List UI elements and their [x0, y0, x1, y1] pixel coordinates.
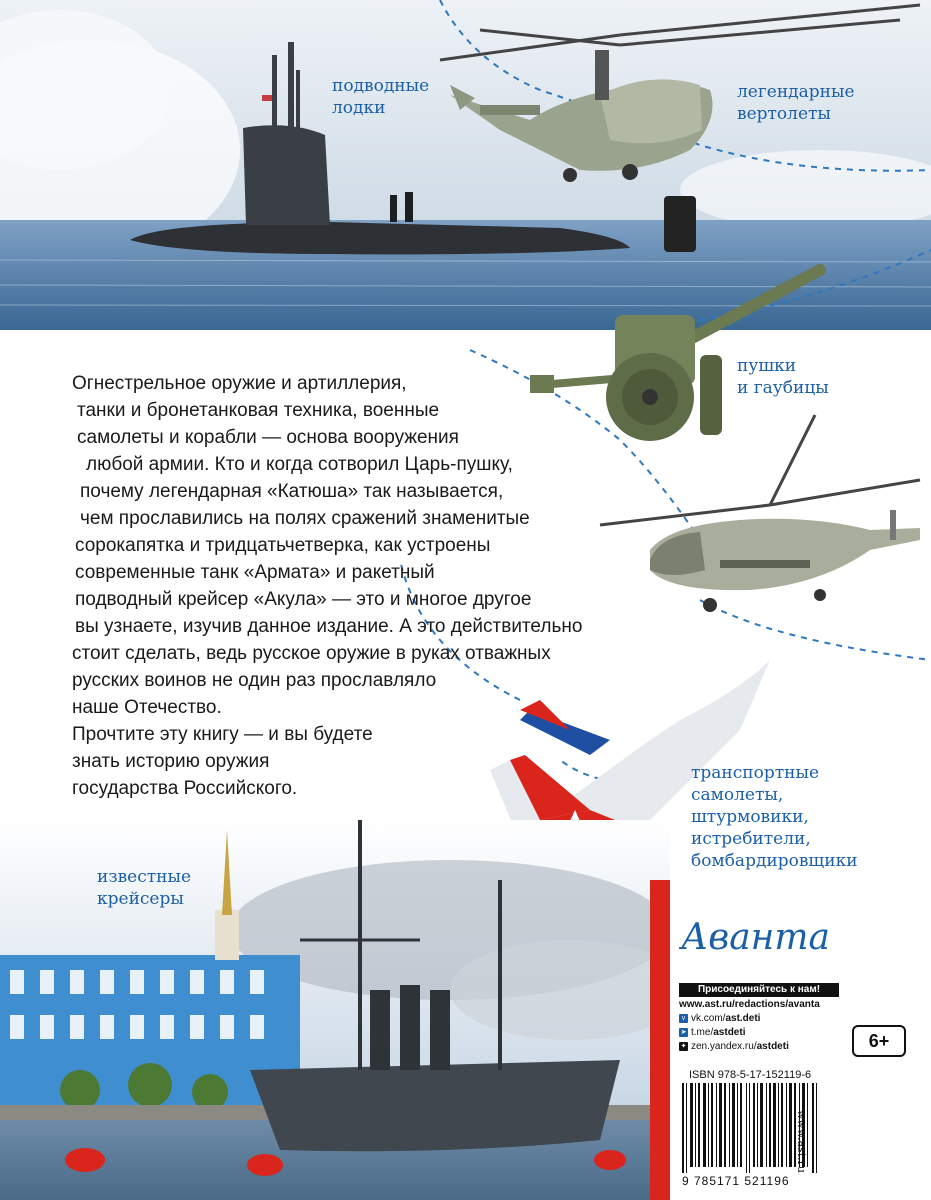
isbn: ISBN 978-5-17-152119-6 — [689, 1069, 812, 1081]
description-line: вы узнаете, изучив данное издание. А это действительно — [75, 616, 583, 637]
vk-handle: ast.deti — [725, 1013, 761, 1024]
caption-guns: пушки и гаубицы — [737, 356, 829, 398]
description-line: Огнестрельное оружие и артиллерия, — [72, 373, 407, 394]
caption-helicopters: легендарные вертолеты — [737, 82, 855, 124]
website-label: www.ast.ru/redactions/avanta — [679, 999, 820, 1010]
caption-aircraft: транспортные самолеты, штурмовики, истребители, бомбардировщики — [691, 763, 858, 871]
description-line: стоит сделать, ведь русское оружие в руках отважных — [72, 643, 551, 664]
description-line: самолеты и корабли — основа вооружения — [77, 427, 459, 448]
link-telegram[interactable] — [679, 1027, 745, 1038]
book-description — [40, 370, 650, 802]
description-line: государства Российского. — [72, 778, 298, 799]
zen-handle: astdeti — [756, 1041, 789, 1052]
publisher-logo: Аванта — [681, 917, 830, 958]
description-line: наше Отечество. — [72, 697, 222, 718]
tg-handle: astdeti — [713, 1027, 746, 1038]
link-zen[interactable] — [679, 1041, 789, 1052]
link-vk[interactable] — [679, 1013, 760, 1024]
tg-prefix: t.me/ — [691, 1027, 714, 1038]
description-line: современные танк «Армата» и ракетный — [75, 562, 435, 583]
description-line: любой армии. Кто и когда сотворил Царь-пушку, — [86, 454, 513, 475]
telegram-icon: ➤ — [680, 1029, 687, 1036]
vk-prefix: vk.com/ — [691, 1013, 726, 1024]
description-line: почему легендарная «Катюша» так называется, — [80, 481, 504, 502]
join-banner: Присоединяйтесь к нам! — [679, 983, 839, 997]
vk-icon: v — [679, 1014, 688, 1023]
description-line: танки и бронетанковая техника, военные — [77, 400, 440, 421]
age-rating-badge: 6+ — [852, 1025, 906, 1057]
caption-submarines: подводные лодки — [332, 76, 430, 118]
zen-prefix: zen.yandex.ru/ — [691, 1041, 757, 1052]
zen-icon: ✦ — [680, 1043, 687, 1050]
description-line: русских воинов не один раз прославляло — [72, 670, 437, 691]
vertical-site-url: www.ast.ru — [795, 1110, 808, 1173]
red-stripe — [650, 880, 670, 1200]
barcode-number: 9 785171 521196 — [682, 1174, 790, 1188]
description-line: знать историю оружия — [72, 751, 270, 772]
description-line: Прочтите эту книгу — и вы будете — [72, 724, 373, 745]
description-line: подводный крейсер «Акула» — это и многое другое — [75, 589, 532, 610]
description-line: чем прославились на полях сражений знаменитые — [80, 508, 530, 529]
caption-cruisers: известные крейсеры — [97, 867, 192, 909]
stripe-divider — [671, 880, 675, 1200]
description-line: сорокапятка и тридцатьчетверка, как устроены — [75, 535, 491, 556]
link-website[interactable] — [679, 999, 820, 1010]
